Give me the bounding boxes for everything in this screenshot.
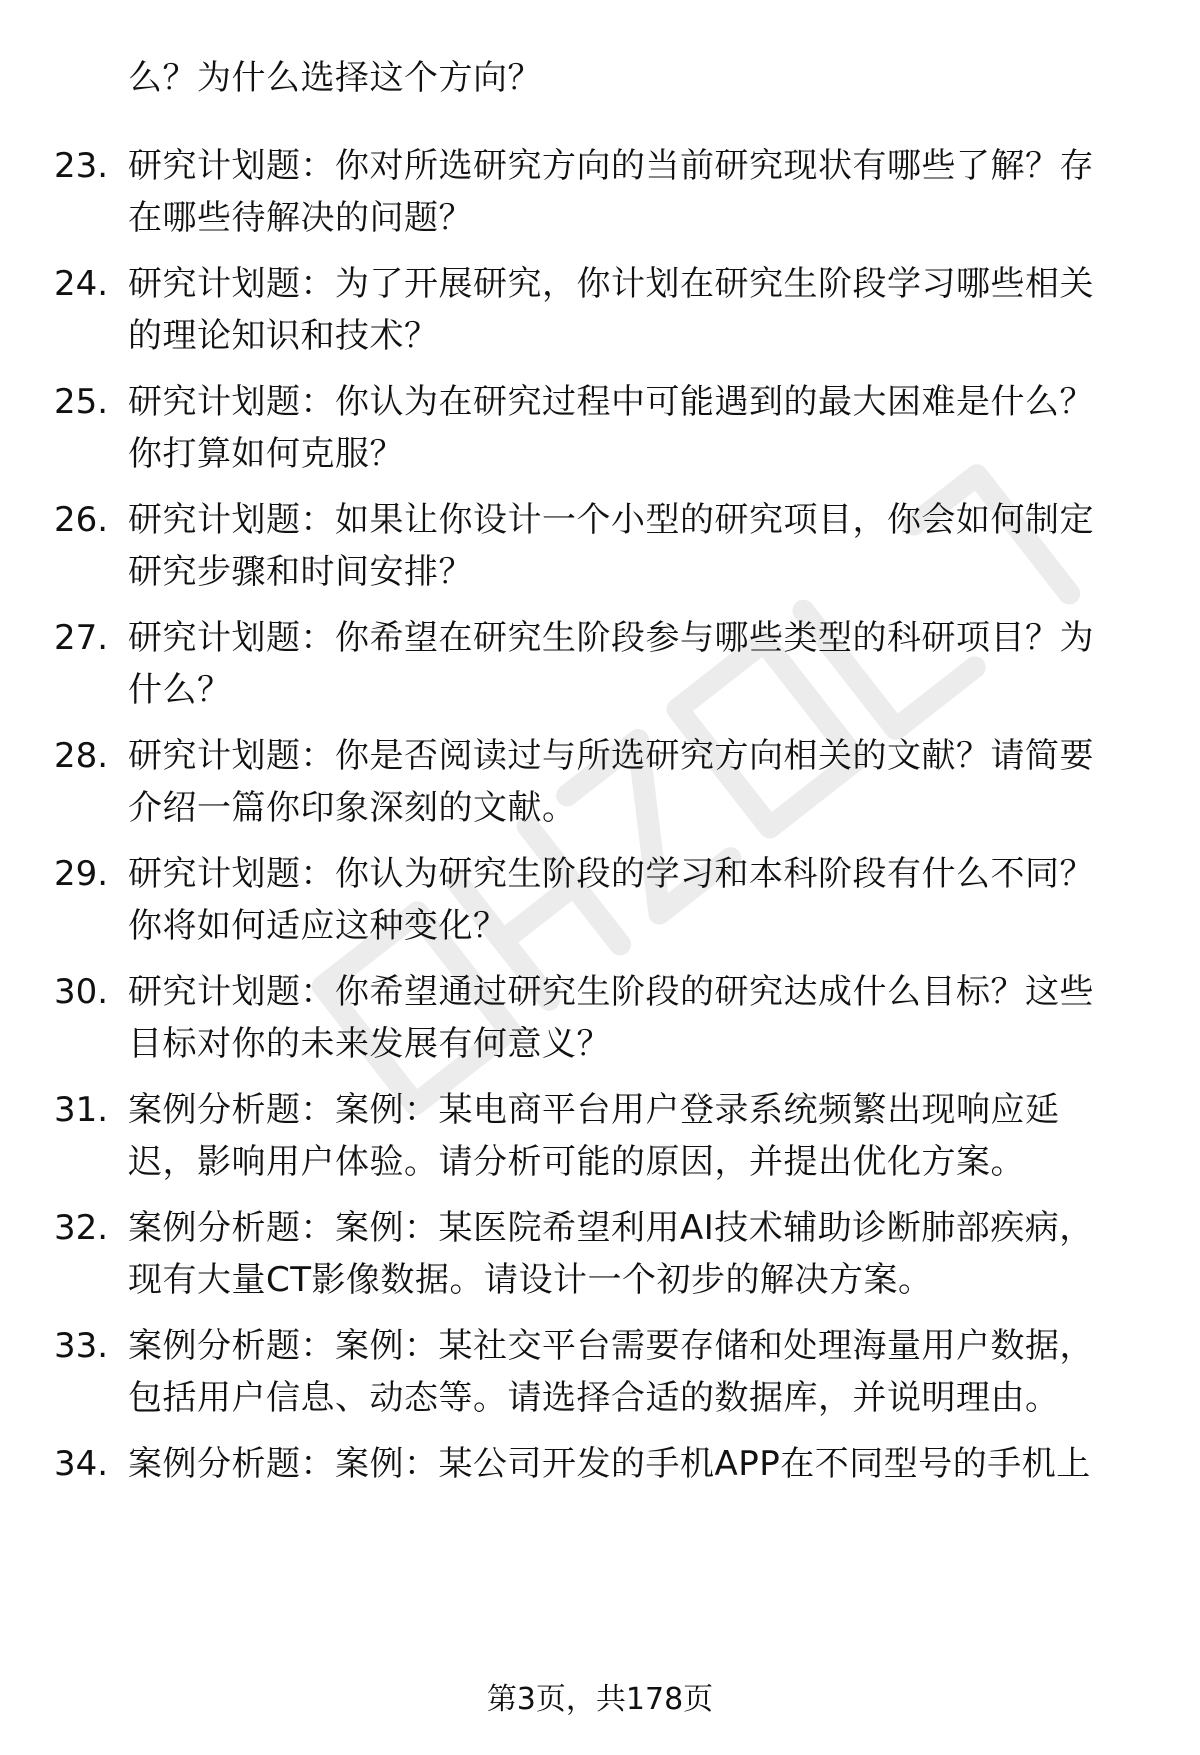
item-text-line: 现有大量CT影像数据。请设计一个初步的解决方案。 xyxy=(128,1260,933,1300)
item-number: 34. xyxy=(54,1444,109,1484)
item-text-line: 研究计划题：你认为研究生阶段的学习和本科阶段有什么不同？ xyxy=(128,854,1094,894)
item-text-line: 案例分析题：案例：某医院希望利用AI技术辅助诊断肺部疾病， xyxy=(128,1208,1094,1248)
item-text-line: 你将如何适应这种变化？ xyxy=(128,906,508,946)
item-text-line: 什么？ xyxy=(128,670,232,710)
item-text-line: 研究计划题：你认为在研究过程中可能遇到的最大困难是什么？ xyxy=(128,382,1094,422)
item-text-line: 在哪些待解决的问题？ xyxy=(128,198,473,238)
item-text-line: 研究计划题：你希望在研究生阶段参与哪些类型的科研项目？为 xyxy=(128,618,1094,658)
item-number: 33. xyxy=(54,1326,109,1366)
item-text-line: 介绍一篇你印象深刻的文献。 xyxy=(128,788,577,828)
page-number: 第3页，共178页 xyxy=(486,1682,714,1717)
item-text-line: 目标对你的未来发展有何意义？ xyxy=(128,1024,611,1064)
item-text-line: 研究计划题：如果让你设计一个小型的研究项目，你会如何制定 xyxy=(128,500,1094,540)
item-text-line: 迟，影响用户体验。请分析可能的原因，并提出优化方案。 xyxy=(128,1142,1025,1182)
continuation-text: 么？为什么选择这个方向？ xyxy=(128,58,542,98)
item-number: 24. xyxy=(54,264,109,304)
item-text-line: 案例分析题：案例：某电商平台用户登录系统频繁出现响应延 xyxy=(128,1090,1060,1130)
item-text-line: 研究计划题：你希望通过研究生阶段的研究达成什么目标？这些 xyxy=(128,972,1094,1012)
item-number: 29. xyxy=(54,854,109,894)
item-text-line: 研究计划题：你是否阅读过与所选研究方向相关的文献？请简要 xyxy=(128,736,1094,776)
item-text-line: 的理论知识和技术？ xyxy=(128,316,439,356)
item-text-line: 案例分析题：案例：某公司开发的手机APP在不同型号的手机上 xyxy=(128,1444,1091,1484)
item-number: 31. xyxy=(54,1090,109,1130)
item-number: 25. xyxy=(54,382,109,422)
item-number: 28. xyxy=(54,736,109,776)
item-text-line: 研究计划题：你对所选研究方向的当前研究现状有哪些了解？存 xyxy=(128,146,1094,186)
item-text-line: 案例分析题：案例：某社交平台需要存储和处理海量用户数据， xyxy=(128,1326,1094,1366)
item-number: 32. xyxy=(54,1208,109,1248)
item-text-line: 研究计划题：为了开展研究，你计划在研究生阶段学习哪些相关 xyxy=(128,264,1094,304)
item-number: 26. xyxy=(54,500,109,540)
item-text-line: 包括用户信息、动态等。请选择合适的数据库，并说明理由。 xyxy=(128,1378,1060,1418)
item-text-line: 你打算如何克服？ xyxy=(128,434,404,474)
item-number: 27. xyxy=(54,618,109,658)
item-number: 23. xyxy=(54,146,109,186)
item-number: 30. xyxy=(54,972,109,1012)
item-text-line: 研究步骤和时间安排？ xyxy=(128,552,473,592)
